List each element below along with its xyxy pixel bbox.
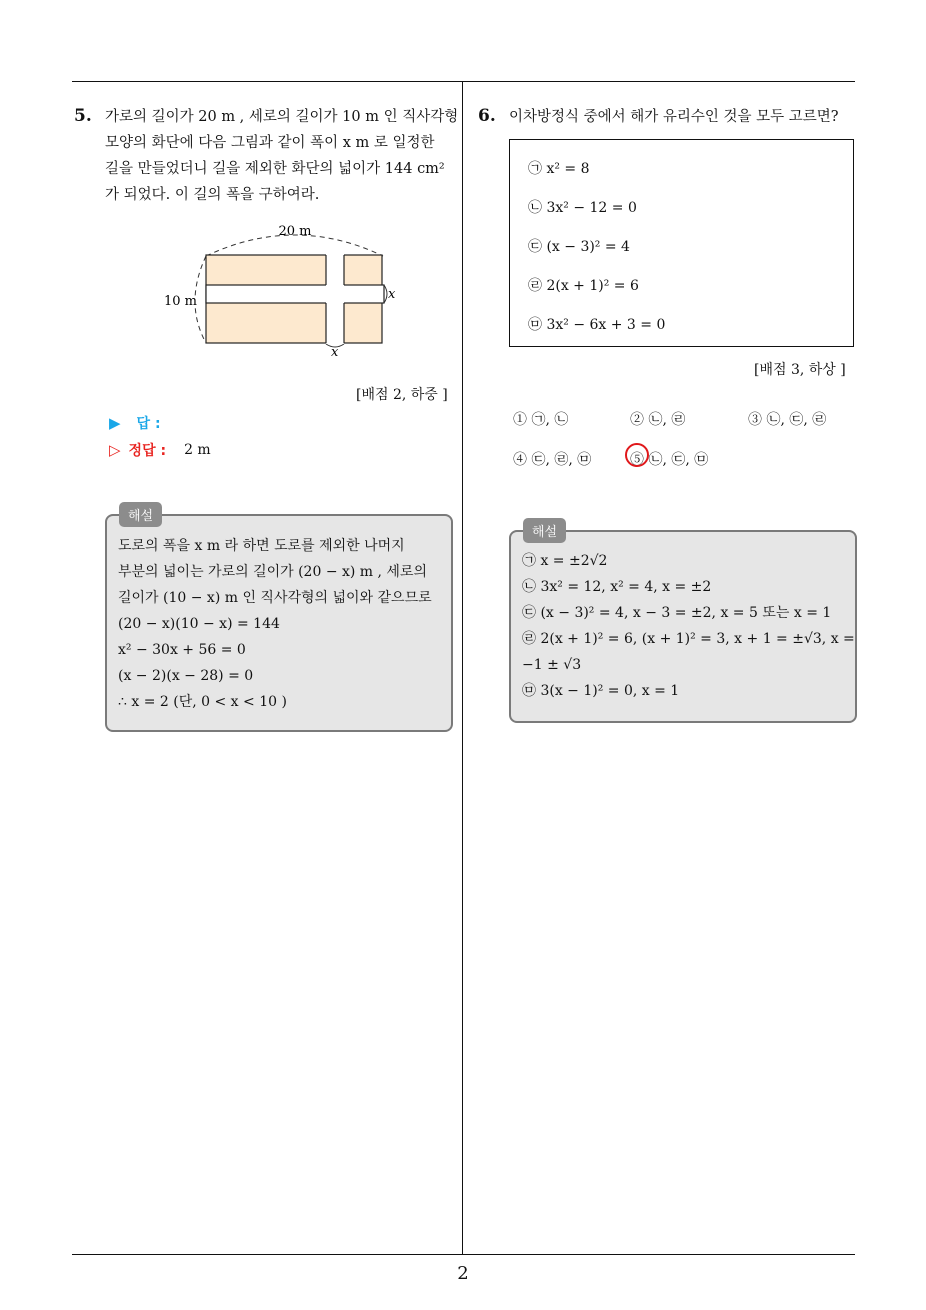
explanation-line: ㉤ 3(x − 1)² = 0, x = 1: [522, 683, 680, 699]
option-item: ㉢ (x − 3)² = 4: [528, 239, 630, 255]
explanation-line: x² − 30x + 56 = 0: [118, 642, 246, 658]
height-label: 10 m: [164, 294, 198, 309]
correct-label: 정답 :: [128, 443, 167, 459]
choice-5[interactable]: ⑤ ㉡, ㉢, ㉤: [630, 452, 709, 468]
explanation-line: 길이가 (10 − x) m 인 직사각형의 넓이와 같으므로: [118, 590, 432, 606]
q5-text-line: 가 되었다. 이 길의 폭을 구하여라.: [105, 187, 320, 203]
q5-explanation-tag: 해설: [119, 502, 162, 527]
q6-text-line: 이차방정식 중에서 해가 유리수인 것을 모두 고르면?: [509, 109, 839, 125]
option-item: ㉡ 3x² − 12 = 0: [528, 200, 637, 216]
q6-explanation-text: [522, 548, 855, 704]
choice-2[interactable]: ② ㉡, ㉣: [630, 412, 686, 428]
q6-explanation-box: [509, 530, 857, 723]
width-label: 20 m: [278, 224, 312, 239]
choice-1[interactable]: ① ㉠, ㉡: [513, 412, 569, 428]
q6-number: 6.: [478, 106, 496, 126]
choice-4[interactable]: ④ ㉢, ㉣, ㉤: [513, 452, 592, 468]
correct-value: 2 m: [184, 442, 211, 458]
option-item: ㉠ x² = 8: [528, 161, 590, 177]
q6-options-box: [509, 139, 854, 347]
outline-triangle-icon: ▷: [109, 441, 121, 459]
q5-number: 5.: [74, 106, 92, 126]
bottom-rule: [72, 1254, 855, 1255]
q5-explanation-text: [118, 533, 432, 715]
selected-answer-circle: [625, 443, 649, 467]
page-number: 2: [457, 1263, 469, 1284]
q5-correct-row: [109, 440, 211, 460]
answer-label: 답 :: [136, 416, 161, 432]
explanation-line: ∴ x = 2 (단, 0 < x < 10 ): [118, 694, 287, 710]
explanation-line: ㉣ 2(x + 1)² = 6, (x + 1)² = 3, x + 1 = ±√3, x =: [522, 631, 855, 647]
horizontal-path: [206, 285, 384, 303]
path-label-right: x: [388, 287, 396, 302]
choice-3[interactable]: ③ ㉡, ㉢, ㉣: [748, 412, 827, 428]
q5-score: [배점 2, 하중 ]: [356, 387, 448, 403]
explanation-line: 부분의 넓이는 가로의 길이가 (20 − x) m , 세로의: [118, 564, 428, 580]
garden-figure: [150, 218, 410, 360]
explanation-line: −1 ± √3: [522, 657, 582, 673]
q5-text-line: 가로의 길이가 20 m , 세로의 길이가 10 m 인 직사각형: [105, 109, 459, 125]
explanation-line: 도로의 폭을 x m 라 하면 도로를 제외한 나머지: [118, 538, 405, 554]
vertical-path: [326, 254, 344, 344]
path-label-bottom: x: [331, 345, 339, 360]
option-item: ㉤ 3x² − 6x + 3 = 0: [528, 317, 666, 333]
explanation-line: ㉡ 3x² = 12, x² = 4, x = ±2: [522, 579, 712, 595]
q5-text-line: 길을 만들었더니 길을 제외한 화단의 넓이가 144 cm²: [105, 161, 445, 177]
q6-explanation-tag: 해설: [523, 518, 566, 543]
explanation-line: (20 − x)(10 − x) = 144: [118, 616, 280, 632]
option-item: ㉣ 2(x + 1)² = 6: [528, 278, 639, 294]
explanation-line: (x − 2)(x − 28) = 0: [118, 668, 254, 684]
top-rule: [72, 81, 855, 82]
explanation-line: ㉢ (x − 3)² = 4, x − 3 = ±2, x = 5 또는 x = 1: [522, 605, 832, 621]
explanation-line: ㉠ x = ±2√2: [522, 553, 608, 569]
q5-answer-row: [109, 413, 161, 433]
q5-explanation-box: [105, 514, 453, 732]
column-divider: [462, 81, 463, 1254]
q5-text-line: 모양의 화단에 다음 그림과 같이 폭이 x m 로 일정한: [105, 135, 435, 151]
q5-question-text: [105, 104, 458, 208]
q6-question-text: [509, 104, 839, 130]
q6-options-list: [528, 150, 665, 345]
filled-triangle-icon: ▶: [109, 414, 121, 432]
q6-score: [배점 3, 하상 ]: [754, 362, 846, 378]
